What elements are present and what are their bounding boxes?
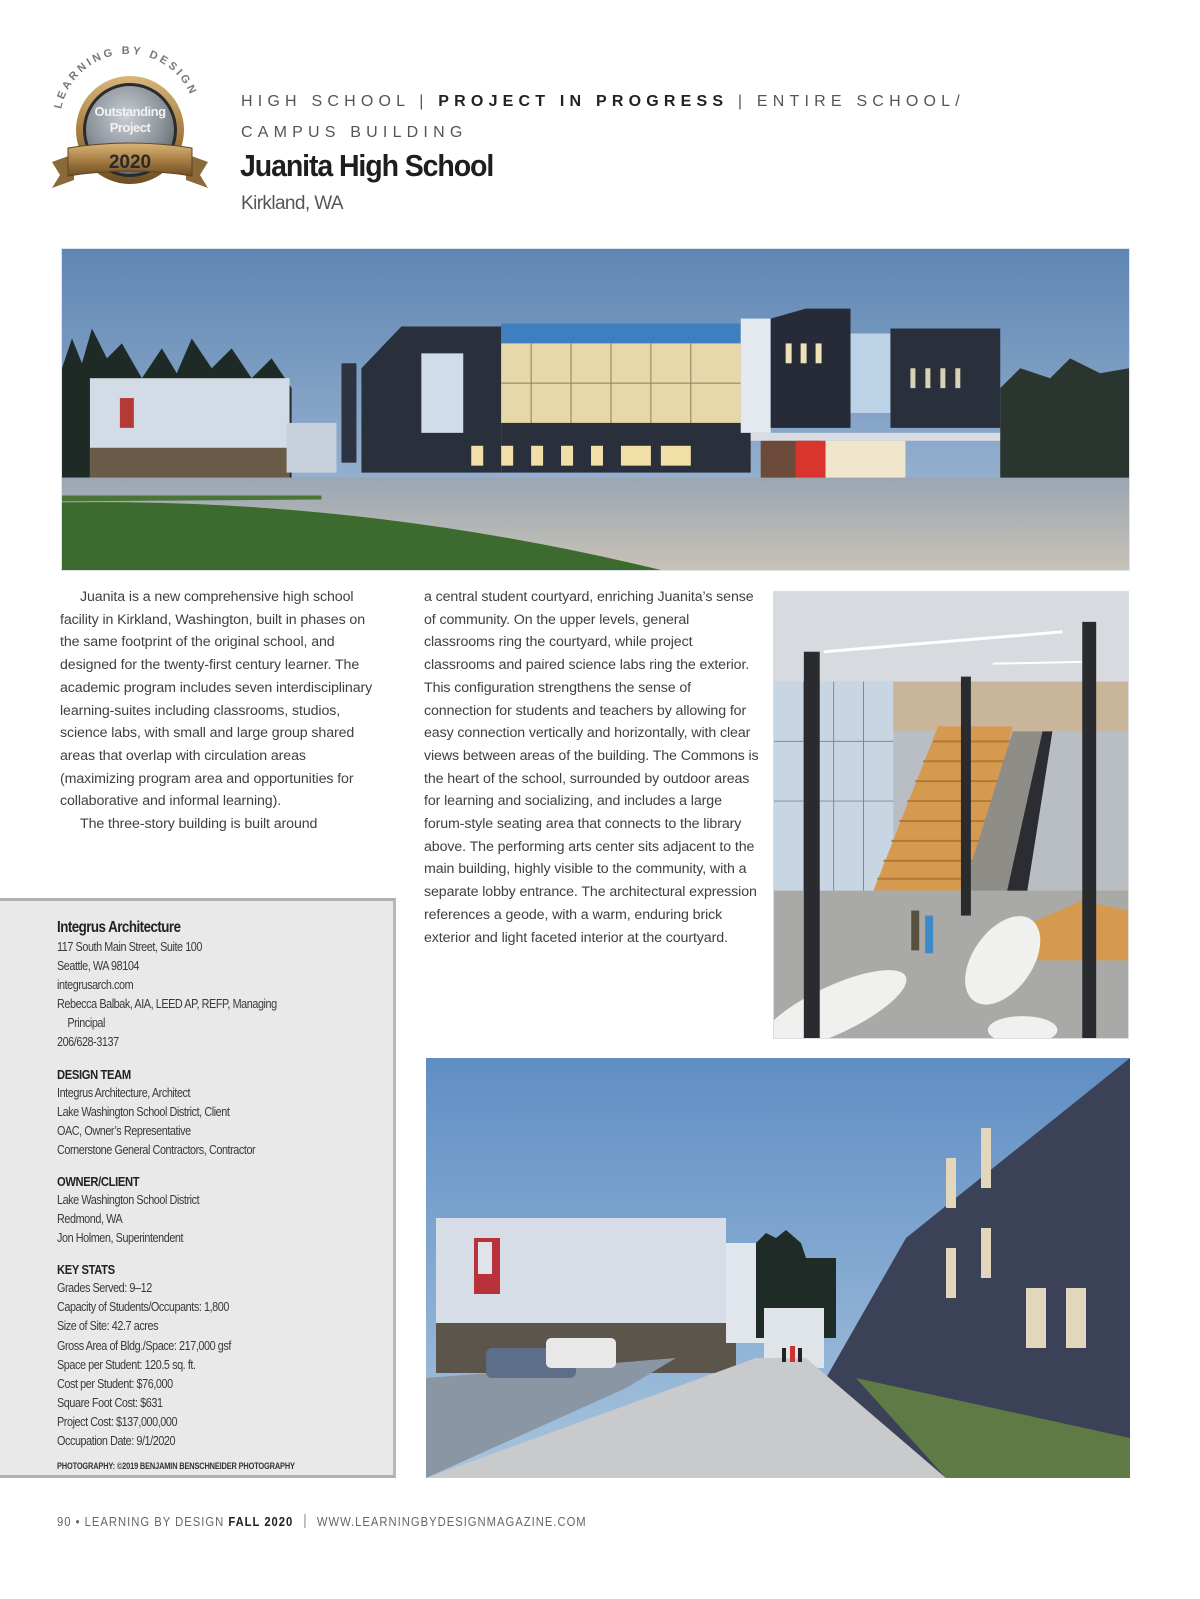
stat-item: Occupation Date: 9/1/2020: [57, 1433, 176, 1448]
hero-exterior-photo: [61, 248, 1130, 571]
project-info-sidebar: [0, 898, 396, 1478]
walkway-exterior-photo: [426, 1058, 1130, 1478]
footer-divider: [305, 1514, 306, 1528]
owner-item: Jon Holmen, Superintendent: [57, 1231, 184, 1246]
stat-item: Space per Student: 120.5 sq. ft.: [57, 1357, 196, 1372]
stat-item: Capacity of Students/Occupants: 1,800: [57, 1300, 229, 1315]
issue-label: FALL 2020: [228, 1515, 294, 1529]
award-badge: [38, 30, 218, 210]
stat-item: Cost per Student: $76,000: [57, 1376, 173, 1391]
commons-interior-photo: [773, 591, 1129, 1039]
magazine-name: LEARNING BY DESIGN: [84, 1515, 225, 1529]
category-kicker: [241, 86, 1091, 148]
photo-credit: PHOTOGRAPHY: ©2019 BENJAMIN BENSCHNEIDER PHOTOGRAPHY: [57, 1461, 295, 1473]
svg-text:Outstanding: Outstanding: [94, 104, 166, 119]
project-location: Kirkland, WA: [241, 193, 343, 214]
article-column-2: [424, 586, 759, 949]
page-number: 90: [57, 1515, 72, 1529]
owner-client-heading: OWNER/CLIENT: [57, 1173, 140, 1189]
firm-website: integrusarch.com: [57, 978, 134, 993]
category-level: HIGH SCHOOL: [241, 93, 410, 110]
page-footer: [57, 1514, 587, 1529]
outstanding-project-medal-icon: [38, 30, 218, 210]
stat-item: Project Cost: $137,000,000: [57, 1414, 178, 1429]
firm-phone: 206/628-3137: [57, 1035, 119, 1050]
owner-item: Redmond, WA: [57, 1212, 123, 1227]
svg-text:LEARNING BY DESIGN: LEARNING BY DESIGN: [52, 44, 200, 111]
stat-item: Square Foot Cost: $631: [57, 1395, 163, 1410]
category-scope: ENTIRE SCHOOL/: [756, 93, 965, 110]
design-team-item: Cornerstone General Contractors, Contractor: [57, 1142, 256, 1157]
category-status: PROJECT IN PROGRESS: [438, 93, 729, 110]
magazine-website: WWW.LEARNINGBYDESIGNMAGAZINE.COM: [316, 1515, 587, 1529]
key-stats-heading: KEY STATS: [57, 1262, 115, 1278]
article-paragraph-continued: a central student courtyard, enriching Juanita’s sense of community. On the upper levels, general classrooms ring the courtyard, while project classrooms and paired science labs ring the exterior. This configuration strengthens the sense of connection for students and teachers by allowing for easy connection vertically and horizontally, with clear views between areas of the building. The Commons is the heart of the school, surrounded by outdoor areas for learning and socializing, and includes a large forum-style seating area that connects to the library above. The performing arts center sits adjacent to the main building, highly visible to the community, with a separate lobby entrance. The architectural expression references a geode, with a warm, enduring brick exterior and light faceted interior at the courtyard.: [424, 589, 759, 946]
design-team-item: OAC, Owner’s Representative: [57, 1123, 191, 1138]
firm-contact: Rebecca Balbak, AIA, LEED AP, REFP, Managing: [57, 997, 277, 1012]
design-team-item: Integrus Architecture, Architect: [57, 1085, 191, 1100]
article-paragraph: The three-story building is built around: [80, 816, 318, 833]
stat-item: Size of Site: 42.7 acres: [57, 1319, 159, 1334]
svg-text:2020: 2020: [108, 152, 152, 173]
stat-item: Grades Served: 9–12: [57, 1281, 152, 1296]
firm-address-line1: 117 South Main Street, Suite 100: [57, 940, 203, 954]
design-team-item: Lake Washington School District, Client: [57, 1104, 230, 1119]
stat-item: Gross Area of Bldg./Space: 217,000 gsf: [57, 1338, 231, 1353]
footer-bullet: •: [75, 1515, 81, 1529]
owner-item: Lake Washington School District: [57, 1192, 200, 1207]
article-column-1: [60, 586, 382, 836]
firm-contact-title: Principal: [67, 1016, 105, 1031]
svg-text:Project: Project: [109, 120, 151, 135]
category-scope-cont: CAMPUS BUILDING: [241, 124, 468, 141]
article-paragraph: Juanita is a new comprehensive high school facility in Kirkland, Washington, built in phases on the same footprint of the original school, and designed for the twenty-first century learner. The academic program includes seven interdisciplinary learning-suites including classrooms, studios, science labs, with small and large group shared areas that overlap with circulation areas (maximizing program area and opportunities for collaborative and informal learning).: [60, 589, 373, 810]
design-team-heading: DESIGN TEAM: [57, 1066, 131, 1082]
kicker-separator: |: [737, 93, 748, 110]
kicker-separator: |: [419, 93, 429, 110]
firm-name: Integrus Architecture: [57, 919, 181, 936]
firm-address-line2: Seattle, WA 98104: [57, 959, 140, 974]
project-title: Juanita High School: [240, 148, 494, 183]
